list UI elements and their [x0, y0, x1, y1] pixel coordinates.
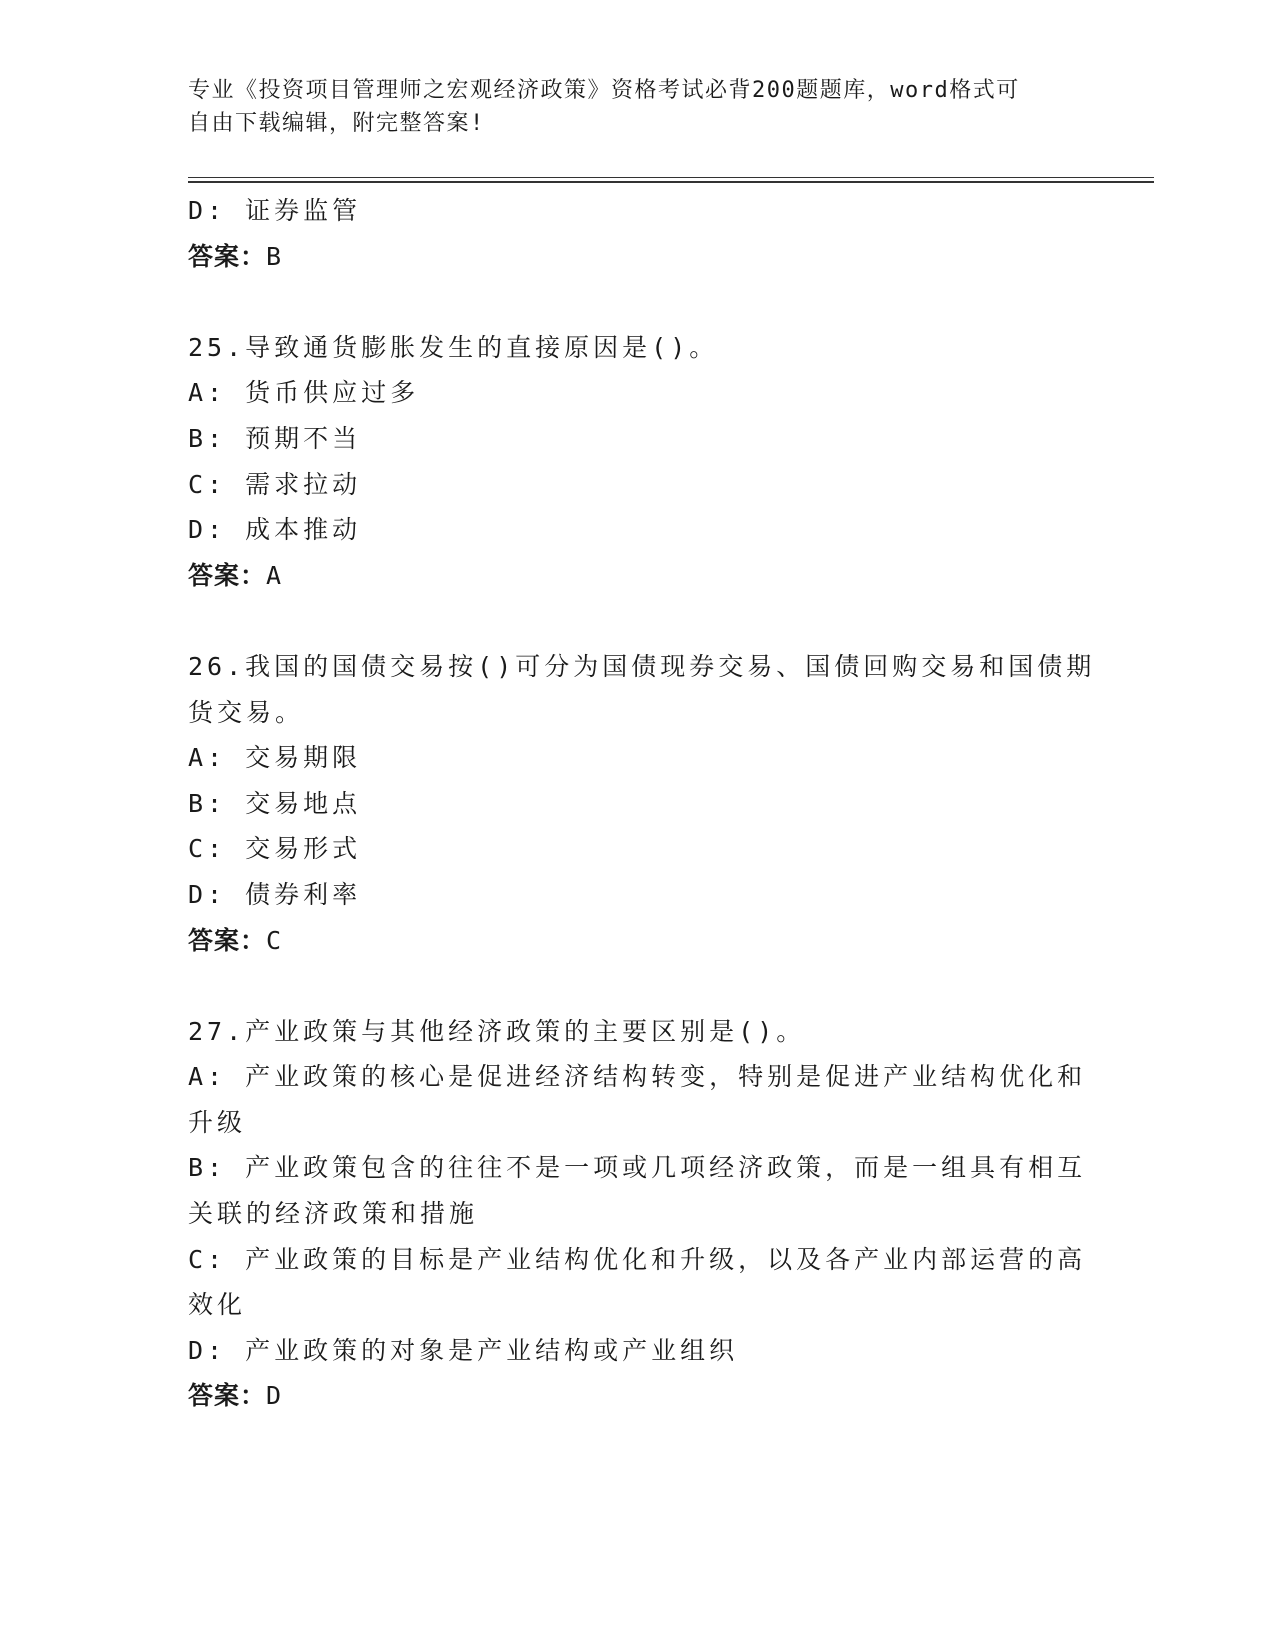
option-d: D: 产业政策的对象是产业结构或产业组织: [188, 1335, 739, 1365]
document-body: [188, 188, 1096, 1419]
option-b: B: 预期不当: [188, 423, 362, 453]
option-c: C: 需求拉动: [188, 469, 362, 499]
header-line-1: 专业《投资项目管理师之宏观经济政策》资格考试必背200题题库，word格式可: [188, 78, 1020, 103]
answer-label: 答案：: [188, 241, 267, 271]
option-a: A: 产业政策的核心是促进经济结构转变，特别是促进产业结构优化和: [188, 1062, 1087, 1092]
answer-label: 答案：: [188, 1381, 267, 1411]
question-stem-cont: 货交易。: [188, 697, 305, 727]
answer: [188, 918, 1088, 964]
option-d: D: 债券利率: [188, 879, 362, 909]
question-stem: 27.产业政策与其他经济政策的主要区别是()。: [188, 1016, 806, 1046]
option-d: D: 成本推动: [188, 515, 362, 545]
prev-answer: [188, 234, 1088, 280]
answer: [188, 1373, 1088, 1419]
option-c-cont: 效化: [188, 1290, 247, 1320]
document-header: [188, 74, 1098, 140]
option-b: B: 交易地点: [188, 788, 362, 818]
question-25: [188, 325, 1088, 599]
header-rule-thin: [188, 177, 1154, 178]
option-a: A: 交易期限: [188, 743, 362, 773]
question-stem: 25.导致通货膨胀发生的直接原因是()。: [188, 332, 719, 362]
answer-value: D: [266, 1381, 282, 1411]
option-a-cont: 升级: [188, 1107, 247, 1137]
answer-value: C: [266, 925, 282, 955]
header-line-2: 自由下载编辑，附完整答案!: [188, 111, 485, 136]
question-stem: 26.我国的国债交易按()可分为国债现券交易、国债回购交易和国债期: [188, 651, 1096, 681]
prev-option-d: D: 证券监管: [188, 196, 362, 225]
question-26: [188, 644, 1096, 963]
header-rule-thick: [188, 181, 1154, 183]
answer-label: 答案：: [188, 560, 267, 590]
answer: [188, 553, 1088, 599]
answer-label: 答案：: [188, 925, 267, 955]
option-c: C: 交易形式: [188, 834, 362, 864]
answer-value: B: [266, 241, 282, 271]
question-27: [188, 1009, 1088, 1419]
option-a: A: 货币供应过多: [188, 378, 420, 408]
option-b-cont: 关联的经济政策和措施: [188, 1199, 479, 1229]
option-b: B: 产业政策包含的往往不是一项或几项经济政策，而是一组具有相互: [188, 1153, 1087, 1183]
option-c: C: 产业政策的目标是产业结构优化和升级，以及各产业内部运营的高: [188, 1244, 1087, 1274]
answer-value: A: [266, 560, 282, 590]
